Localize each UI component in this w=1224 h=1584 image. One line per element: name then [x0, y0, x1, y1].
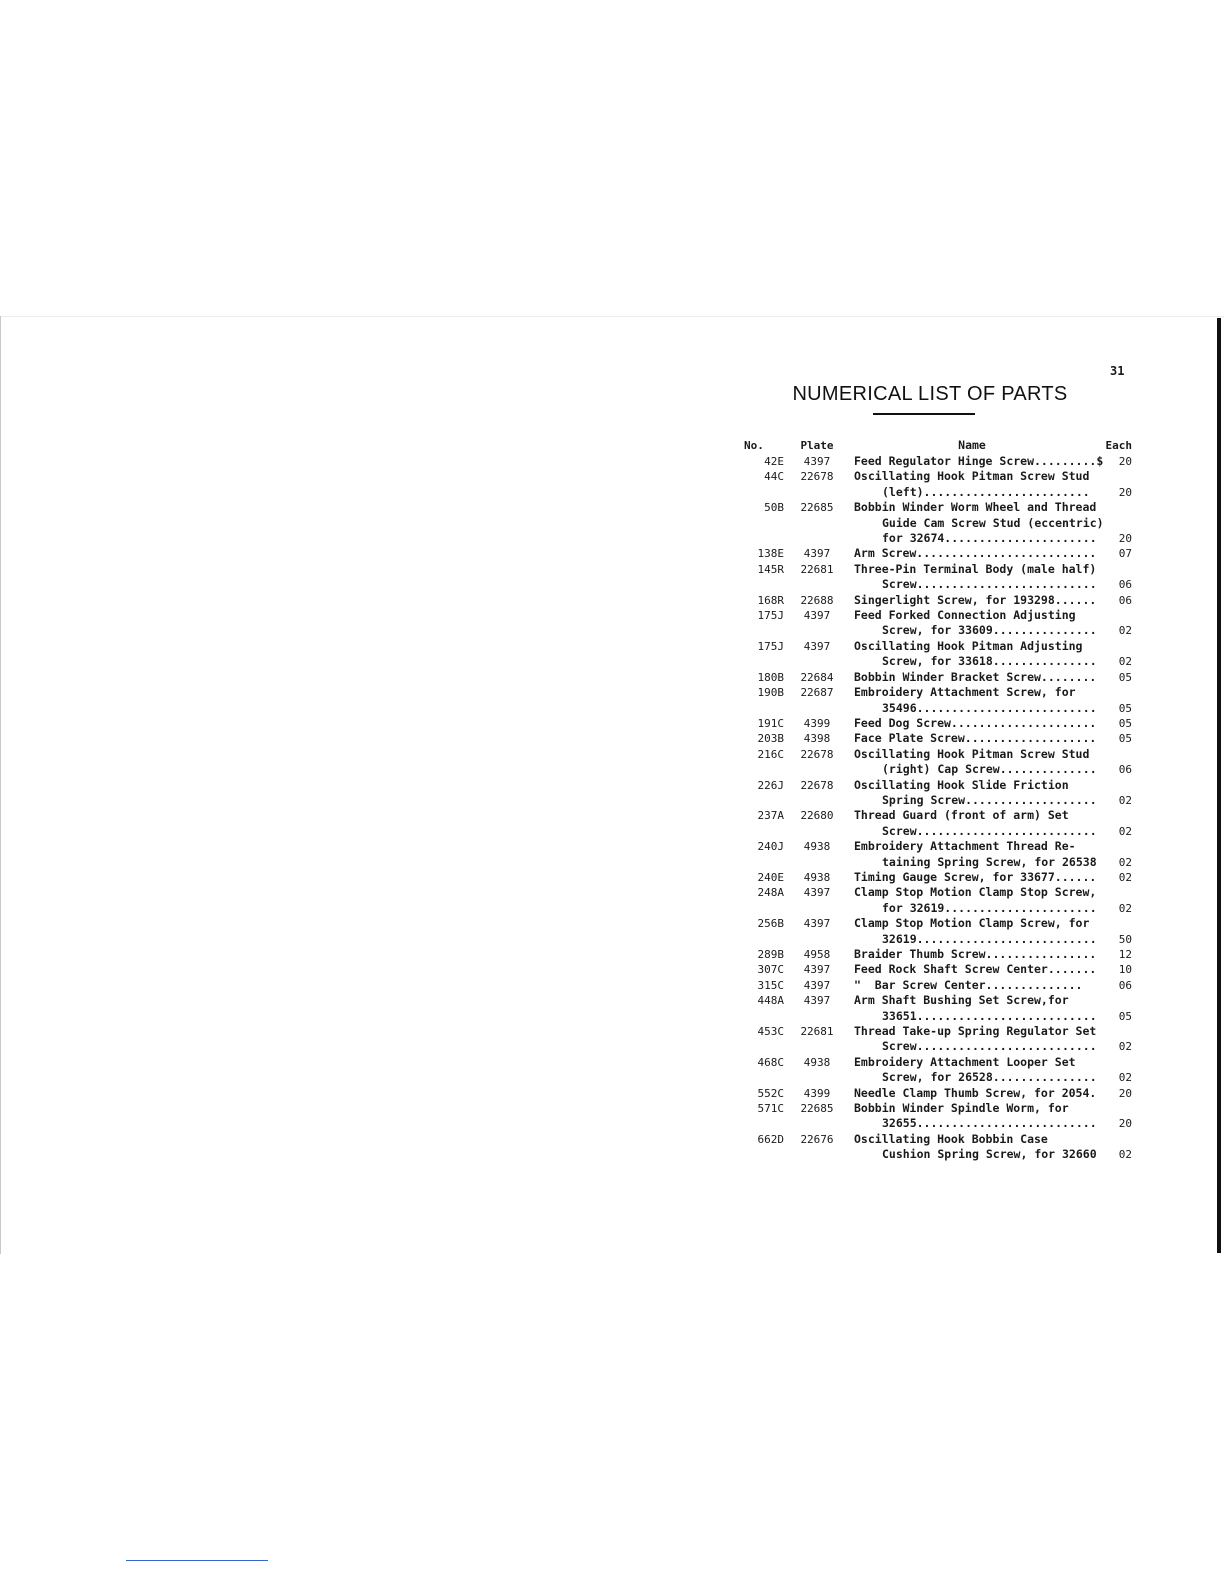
- header-no: No.: [744, 439, 764, 452]
- part-name-line: Feed Forked Connection Adjusting: [854, 608, 1076, 623]
- price-each: 06: [1118, 578, 1132, 592]
- part-number: 240J: [757, 840, 784, 854]
- part-name: [846, 885, 1098, 916]
- part-number: 256B: [757, 917, 784, 931]
- plate-number: 4397: [803, 978, 831, 992]
- price-each: 02: [1118, 793, 1132, 807]
- part-number: 552C: [757, 1086, 784, 1100]
- table-row: [740, 808, 1132, 839]
- plate-number: 22681: [800, 1025, 834, 1039]
- part-name: [846, 839, 1098, 870]
- part-name-line: Embroidery Attachment Screw, for: [854, 685, 1076, 700]
- part-name-line: taining Spring Screw, for 26538: [882, 854, 1097, 869]
- price-each: 02: [1118, 624, 1132, 638]
- table-row: [740, 1101, 1132, 1132]
- plate-number: 4397: [803, 994, 831, 1008]
- part-name: [846, 670, 1098, 685]
- part-name-line: Clamp Stop Motion Clamp Stop Screw,: [854, 885, 1097, 900]
- price-each: 02: [1118, 824, 1132, 838]
- part-name-line: Screw..........................: [882, 823, 1097, 838]
- price-each: 06: [1118, 978, 1132, 992]
- part-name-line: Clamp Stop Motion Clamp Screw, for: [854, 916, 1090, 931]
- part-name: [846, 1101, 1098, 1132]
- part-name: [846, 685, 1098, 716]
- part-name-line: (right) Cap Screw..............: [882, 762, 1097, 777]
- part-number: 448A: [757, 994, 784, 1008]
- part-name: [846, 808, 1098, 839]
- plate-number: 22676: [800, 1132, 834, 1146]
- part-number: 42E: [764, 455, 784, 468]
- plate-number: 4397: [803, 917, 831, 931]
- part-name-line: Singerlight Screw, for 193298......: [854, 592, 1097, 607]
- plate-number: 22688: [800, 593, 834, 607]
- plate-number: 22681: [800, 562, 834, 576]
- part-name-line: Oscillating Hook Pitman Screw Stud: [854, 469, 1090, 484]
- price-each: 02: [1118, 870, 1132, 884]
- part-name: [846, 716, 1098, 731]
- price-each: 06: [1118, 593, 1132, 607]
- part-number: 237A: [757, 809, 784, 823]
- part-name: [846, 916, 1098, 947]
- part-number: 191C: [757, 716, 784, 730]
- plate-number: 4397: [803, 963, 831, 977]
- table-row: [740, 870, 1132, 885]
- part-name-line: 33651..........................: [882, 1008, 1097, 1023]
- price-each: 20: [1118, 532, 1132, 546]
- part-number: 180B: [757, 670, 784, 684]
- part-name-line: Arm Screw..........................: [854, 546, 1097, 561]
- price-each: 02: [1118, 655, 1132, 669]
- page-left-edge: [0, 316, 1, 1254]
- price-each: 20: [1118, 1086, 1132, 1100]
- part-number: 226J: [757, 778, 784, 792]
- part-number: 50B: [764, 501, 784, 515]
- part-name: [846, 978, 1098, 993]
- table-row: [740, 947, 1132, 962]
- plate-number: 4958: [803, 948, 831, 961]
- plate-number: 4397: [803, 886, 831, 900]
- table-row: [740, 993, 1132, 1024]
- part-name-line: Embroidery Attachment Thread Re-: [854, 839, 1076, 854]
- table-row: [740, 1086, 1132, 1101]
- part-name-line: Bobbin Winder Bracket Screw........: [854, 669, 1097, 684]
- part-name: [846, 562, 1098, 593]
- part-number: 307C: [757, 963, 784, 977]
- part-name-line: Needle Clamp Thumb Screw, for 2054.: [854, 1085, 1097, 1100]
- part-name: [846, 1055, 1098, 1086]
- plate-number: 4398: [803, 732, 831, 746]
- price-each: 02: [1118, 1071, 1132, 1085]
- part-name: [846, 731, 1098, 746]
- part-name-line: Screw, for 33609...............: [882, 623, 1097, 638]
- table-body: [740, 454, 1132, 1163]
- part-number: 216C: [757, 747, 784, 761]
- part-number: 175J: [757, 639, 784, 653]
- table-row: [740, 500, 1132, 546]
- part-name: [846, 947, 1098, 962]
- table-row: [740, 454, 1132, 469]
- table-row: [740, 978, 1132, 993]
- part-name: [846, 778, 1098, 809]
- part-name: [846, 747, 1098, 778]
- part-name-line: Face Plate Screw...................: [854, 731, 1097, 746]
- table-row: [740, 639, 1132, 670]
- price-each: 02: [1118, 901, 1132, 915]
- part-name-line: Thread Take-up Spring Regulator Set: [854, 1024, 1097, 1039]
- part-name-line: Oscillating Hook Bobbin Case: [854, 1131, 1048, 1146]
- table-row: [740, 562, 1132, 593]
- part-name-line: " Bar Screw Center..............: [854, 977, 1083, 992]
- table-row: [740, 1055, 1132, 1086]
- part-name-line: Cushion Spring Screw, for 32660: [882, 1147, 1097, 1162]
- part-name-line: Feed Dog Screw.....................: [854, 715, 1097, 730]
- part-name-line: Embroidery Attachment Looper Set: [854, 1054, 1076, 1069]
- plate-number: 4397: [803, 455, 831, 468]
- part-number: 145R: [757, 562, 784, 576]
- part-number: 44C: [764, 470, 784, 484]
- header-plate: Plate: [800, 439, 834, 452]
- table-row: [740, 685, 1132, 716]
- plate-number: 22685: [800, 501, 834, 515]
- part-name: [846, 469, 1098, 500]
- plate-number: 22678: [800, 778, 834, 792]
- price-each: 05: [1118, 701, 1132, 715]
- table-row: [740, 731, 1132, 746]
- plate-number: 4399: [803, 1086, 831, 1100]
- price-each: 05: [1118, 716, 1132, 730]
- part-name-line: Arm Shaft Bushing Set Screw,for: [854, 993, 1069, 1008]
- parts-table: [740, 438, 1132, 1163]
- price-each: 12: [1118, 948, 1132, 961]
- part-name-line: Spring Screw...................: [882, 792, 1097, 807]
- price-each: 20: [1118, 485, 1132, 499]
- plate-number: 4397: [803, 609, 831, 623]
- part-name-line: Screw..........................: [882, 1039, 1097, 1054]
- price-each: 50: [1118, 932, 1132, 946]
- table-header: [740, 438, 1132, 454]
- part-name-line: Bobbin Winder Spindle Worm, for: [854, 1101, 1069, 1116]
- part-name-line: Screw..........................: [882, 577, 1097, 592]
- part-number: 248A: [757, 886, 784, 900]
- part-name-line: Thread Guard (front of arm) Set: [854, 808, 1069, 823]
- part-name: [846, 1132, 1098, 1163]
- plate-number: 22685: [800, 1102, 834, 1116]
- part-name-line: (left)........................: [882, 484, 1090, 499]
- part-name-line: Timing Gauge Screw, for 33677......: [854, 869, 1097, 884]
- title-underline: [873, 413, 975, 415]
- part-name-line: Guide Cam Screw Stud (eccentric): [882, 515, 1104, 530]
- part-name-line: Braider Thumb Screw................: [854, 947, 1097, 961]
- page-number: 31: [1110, 364, 1125, 378]
- part-name-line: Feed Regulator Hinge Screw.........$: [854, 454, 1104, 468]
- part-name: [846, 993, 1098, 1024]
- table-row: [740, 1132, 1132, 1163]
- plate-number: 22678: [800, 470, 834, 484]
- part-number: 138E: [757, 547, 784, 561]
- part-name-line: 35496..........................: [882, 700, 1097, 715]
- price-each: 05: [1118, 1009, 1132, 1023]
- table-row: [740, 962, 1132, 977]
- part-name-line: for 32619......................: [882, 900, 1097, 915]
- part-number: 662D: [757, 1132, 784, 1146]
- part-name: [846, 500, 1104, 546]
- plate-number: 4938: [803, 840, 831, 854]
- table-row: [740, 839, 1132, 870]
- part-number: 175J: [757, 609, 784, 623]
- part-number: 240E: [757, 870, 784, 884]
- part-name: [846, 639, 1098, 670]
- plate-number: 22680: [800, 809, 834, 823]
- header-each: Each: [1105, 439, 1132, 452]
- plate-number: 4938: [803, 1055, 831, 1069]
- price-each: 02: [1118, 1040, 1132, 1054]
- page-title: NUMERICAL LIST OF PARTS: [792, 383, 1068, 405]
- part-number: 453C: [757, 1025, 784, 1039]
- part-number: 468C: [757, 1055, 784, 1069]
- plate-number: 4938: [803, 870, 831, 884]
- part-name-line: Screw, for 26528...............: [882, 1070, 1097, 1085]
- plate-number: 4397: [803, 639, 831, 653]
- part-number: 571C: [757, 1102, 784, 1116]
- part-name: [846, 1086, 1098, 1101]
- header-name: Name: [958, 438, 986, 452]
- part-number: 289B: [757, 948, 784, 961]
- plate-number: 4397: [803, 547, 831, 561]
- price-each: 20: [1118, 455, 1132, 468]
- part-number: 168R: [757, 593, 784, 607]
- part-name-line: Three-Pin Terminal Body (male half): [854, 561, 1097, 576]
- table-row: [740, 1024, 1132, 1055]
- part-name: [846, 593, 1098, 608]
- plate-number: 22678: [800, 747, 834, 761]
- page-binding-edge: [1217, 318, 1221, 1253]
- part-name-line: Oscillating Hook Pitman Adjusting: [854, 638, 1083, 653]
- price-each: 02: [1118, 855, 1132, 869]
- price-each: 07: [1118, 547, 1132, 561]
- price-each: 05: [1118, 732, 1132, 746]
- table-row: [740, 747, 1132, 778]
- part-name: [846, 454, 1104, 469]
- plate-number: 22687: [800, 686, 834, 700]
- part-name-line: Oscillating Hook Pitman Screw Stud: [854, 746, 1090, 761]
- table-row: [740, 608, 1132, 639]
- table-row: [740, 546, 1132, 561]
- price-each: 20: [1118, 1117, 1132, 1131]
- bottom-rule: [126, 1560, 268, 1561]
- table-row: [740, 593, 1132, 608]
- part-name-line: for 32674......................: [882, 531, 1097, 546]
- price-each: 02: [1118, 1148, 1132, 1162]
- part-name: [846, 608, 1098, 639]
- part-name: [846, 546, 1098, 561]
- table-row: [740, 916, 1132, 947]
- price-each: 05: [1118, 670, 1132, 684]
- table-row: [740, 778, 1132, 809]
- table-row: [740, 670, 1132, 685]
- part-name-line: Oscillating Hook Slide Friction: [854, 777, 1069, 792]
- plate-number: 4399: [803, 716, 831, 730]
- part-number: 203B: [757, 732, 784, 746]
- table-row: [740, 885, 1132, 916]
- table-row: [740, 716, 1132, 731]
- part-name-line: 32619..........................: [882, 931, 1097, 946]
- part-name: [846, 870, 1098, 885]
- part-name: [846, 1024, 1098, 1055]
- part-name-line: 32655..........................: [882, 1116, 1097, 1131]
- price-each: 06: [1118, 763, 1132, 777]
- plate-number: 22684: [800, 670, 834, 684]
- part-name: [846, 962, 1098, 977]
- part-name-line: Screw, for 33618...............: [882, 654, 1097, 669]
- part-name-line: Feed Rock Shaft Screw Center.......: [854, 962, 1097, 977]
- part-number: 315C: [757, 978, 784, 992]
- table-row: [740, 469, 1132, 500]
- price-each: 10: [1118, 963, 1132, 977]
- part-name-line: Bobbin Winder Worm Wheel and Thread: [854, 500, 1097, 515]
- part-number: 190B: [757, 686, 784, 700]
